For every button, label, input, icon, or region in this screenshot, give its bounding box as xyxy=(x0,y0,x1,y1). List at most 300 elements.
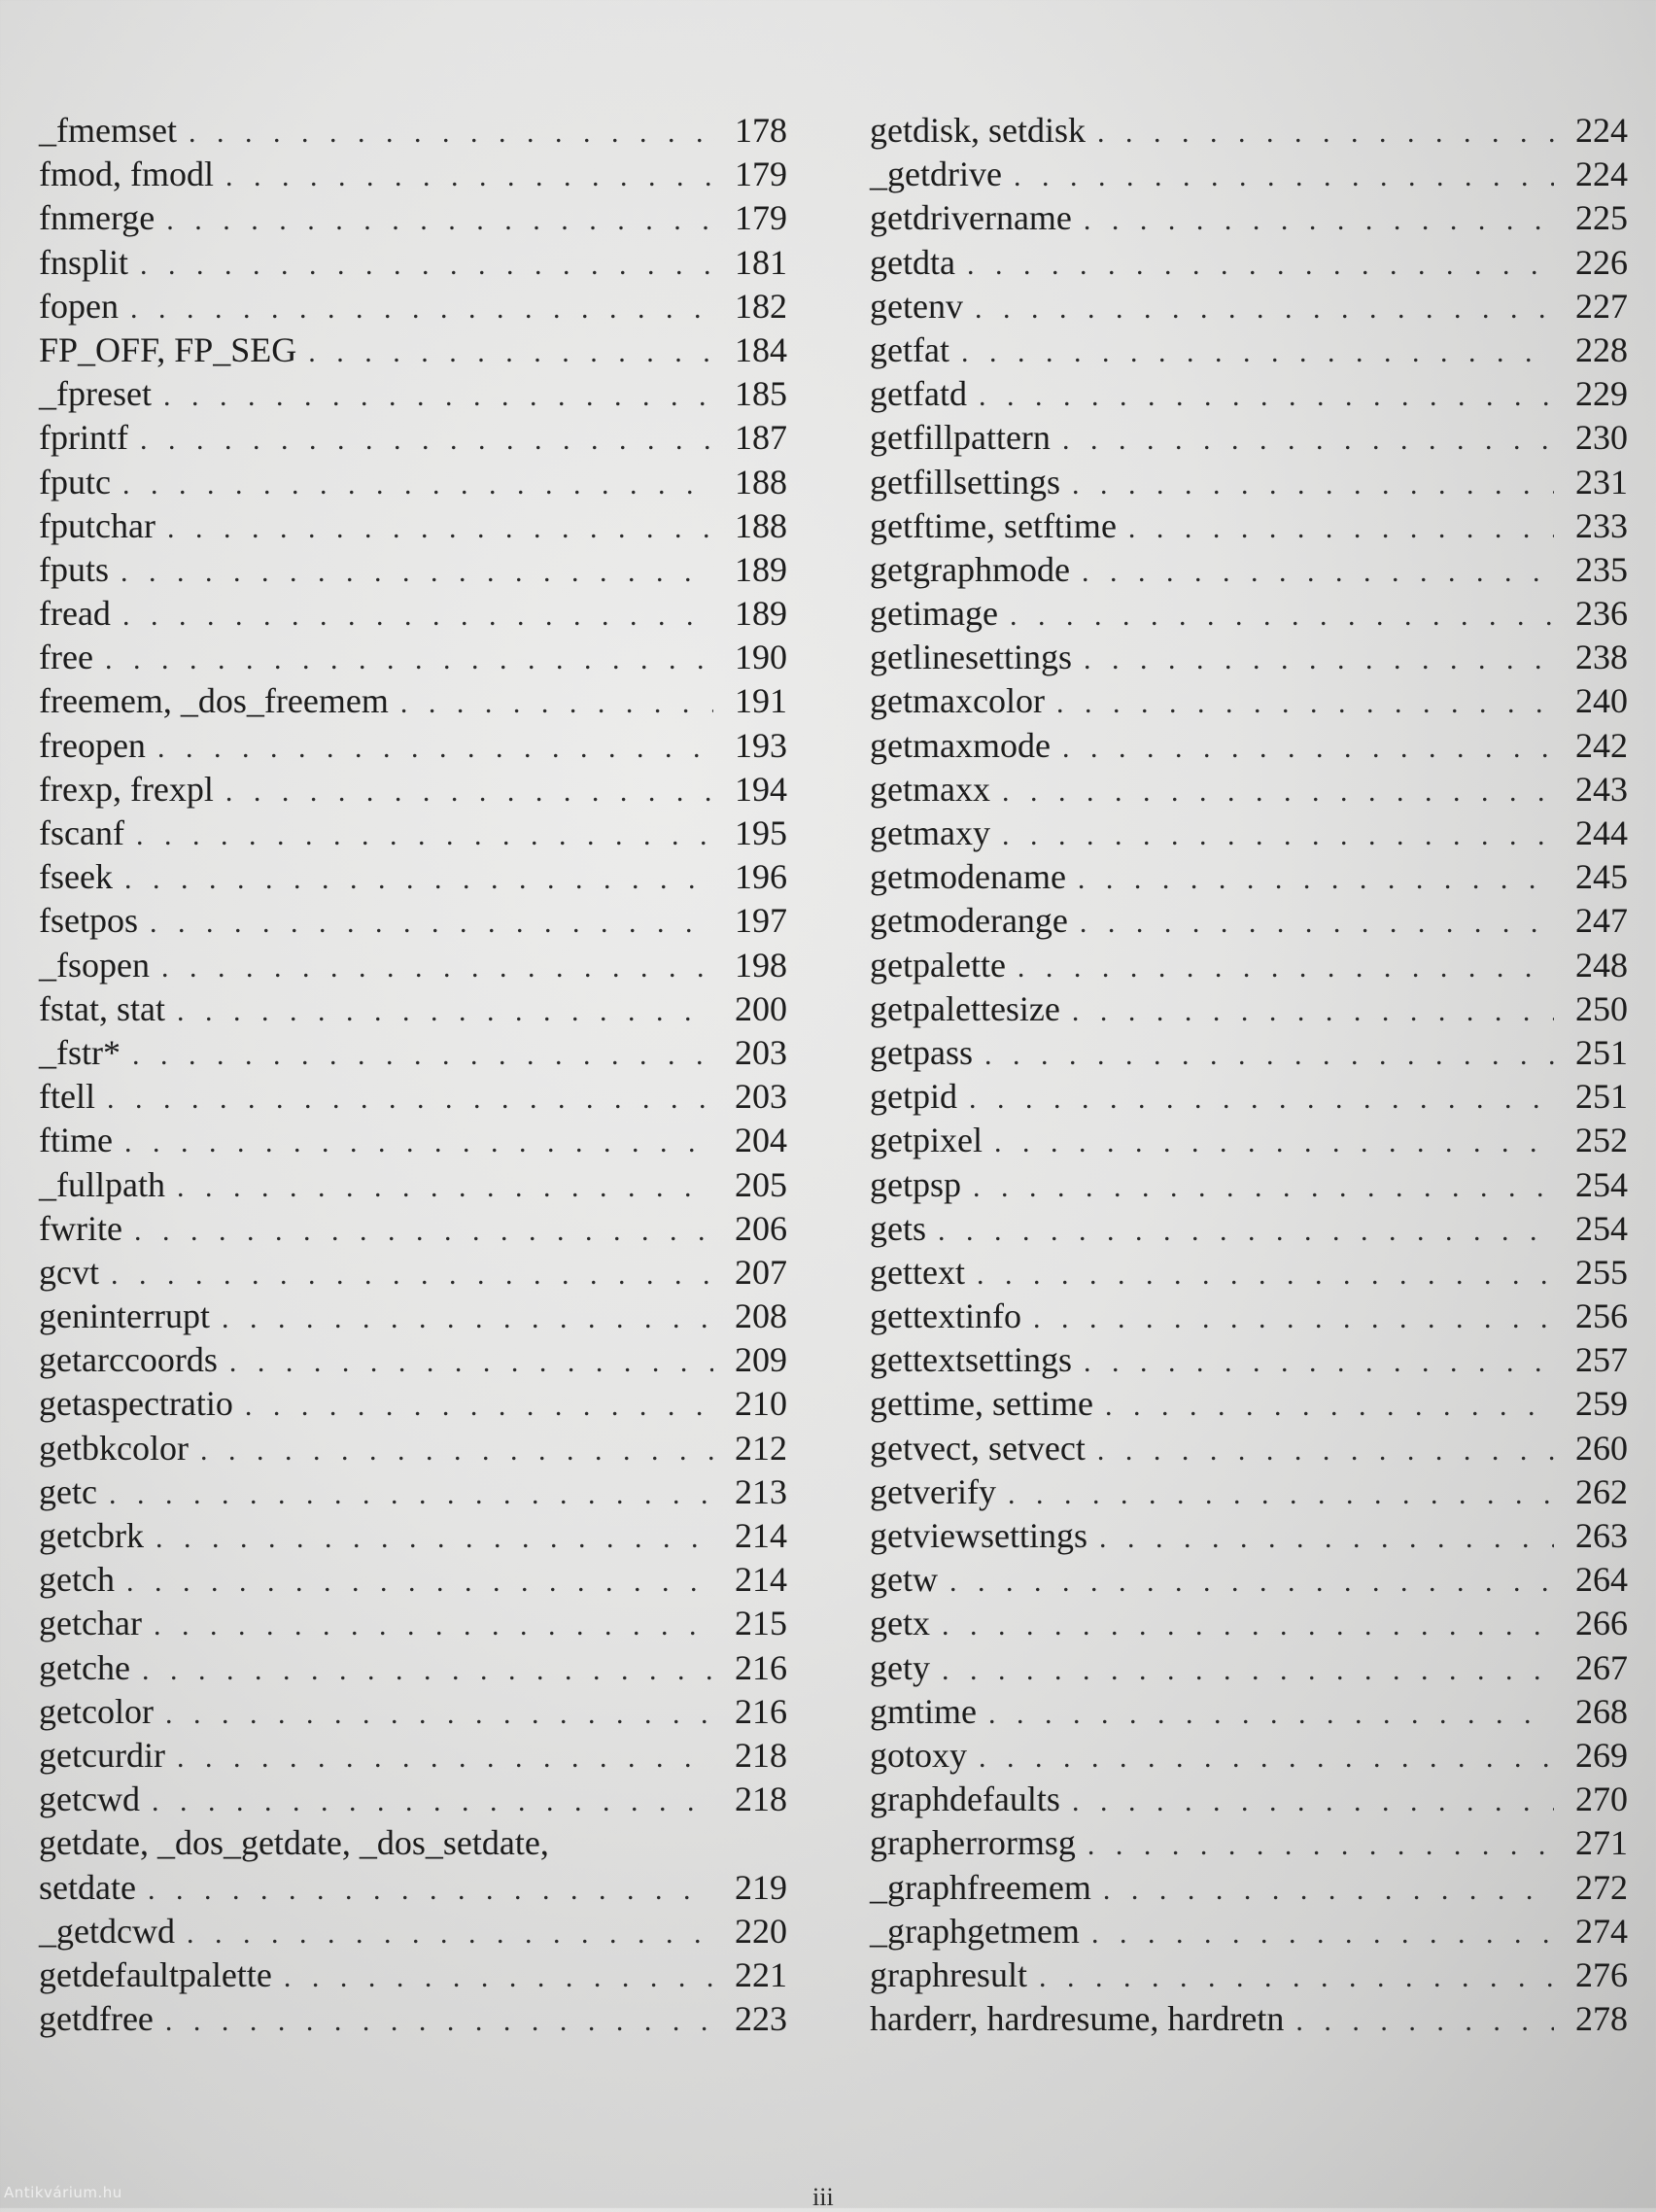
index-entry xyxy=(39,899,787,943)
entry-name: _fmemset xyxy=(39,111,177,150)
entry-page-number: 190 xyxy=(735,638,787,677)
dot-leader xyxy=(1084,638,1554,681)
entry-page-number: 274 xyxy=(1575,1911,1628,1951)
entry-name: getc xyxy=(39,1471,97,1511)
index-entry xyxy=(870,416,1628,460)
dot-leader xyxy=(124,1121,713,1164)
dot-leader xyxy=(166,198,713,242)
entry-page-number: 226 xyxy=(1575,242,1628,282)
entry-page-number: 212 xyxy=(735,1428,787,1468)
dot-leader xyxy=(1097,1429,1554,1472)
index-entry xyxy=(870,899,1628,943)
dot-leader xyxy=(400,681,713,725)
entry-page-number: 198 xyxy=(735,945,787,985)
dot-leader xyxy=(1072,1780,1554,1823)
entry-name: getcwd xyxy=(39,1780,140,1819)
index-entry xyxy=(870,1470,1628,1514)
index-entry xyxy=(39,1119,787,1162)
entry-page-number: 266 xyxy=(1575,1604,1628,1643)
entry-name: getlinesettings xyxy=(870,638,1072,677)
entry-name: getdefaultpalette xyxy=(39,1954,272,1994)
index-entry xyxy=(870,1295,1628,1338)
entry-name: getverify xyxy=(870,1471,996,1511)
index-entry xyxy=(39,1558,787,1602)
index-entry xyxy=(870,1427,1628,1470)
dot-leader xyxy=(165,1692,713,1736)
entry-name: getfatd xyxy=(870,374,967,414)
entry-page-number: 196 xyxy=(735,857,787,897)
entry-page-number: 208 xyxy=(735,1296,787,1336)
dot-leader xyxy=(161,946,713,989)
entry-page-number: 267 xyxy=(1575,1647,1628,1687)
index-entry xyxy=(39,109,787,153)
entry-name: getchar xyxy=(39,1604,142,1643)
index-entry xyxy=(39,1821,787,1865)
dot-leader xyxy=(969,1077,1554,1121)
index-entry xyxy=(39,987,787,1031)
entry-name: getdfree xyxy=(39,1999,154,2039)
entry-name: getmaxmode xyxy=(870,725,1051,765)
entry-page-number: 221 xyxy=(735,1954,787,1994)
entry-name: harderr, hardresume, hardretn xyxy=(870,1999,1285,2039)
dot-leader xyxy=(979,1736,1554,1780)
entry-page-number: 229 xyxy=(1575,374,1628,414)
index-entry xyxy=(870,328,1628,372)
entry-page-number: 225 xyxy=(1575,198,1628,238)
index-entry xyxy=(39,1997,787,2041)
entry-name: fsetpos xyxy=(39,901,138,941)
entry-name: gety xyxy=(870,1647,930,1687)
dot-leader xyxy=(1097,111,1554,155)
entry-page-number: 219 xyxy=(735,1867,787,1907)
index-entry xyxy=(870,504,1628,548)
index-entry xyxy=(870,241,1628,285)
index-entry xyxy=(870,679,1628,723)
index-entry xyxy=(870,1690,1628,1734)
entry-name: gets xyxy=(870,1208,926,1248)
entry-name: freopen xyxy=(39,725,146,765)
dot-leader xyxy=(152,1780,713,1823)
entry-name: getbkcolor xyxy=(39,1428,189,1468)
entry-name: getdisk, setdisk xyxy=(870,111,1086,150)
entry-page-number: 179 xyxy=(735,155,787,194)
index-entry xyxy=(870,1119,1628,1162)
entry-page-number: 188 xyxy=(735,505,787,545)
index-entry xyxy=(870,1514,1628,1558)
entry-name: free xyxy=(39,638,93,677)
index-entry xyxy=(39,548,787,592)
entry-page-number: 252 xyxy=(1575,1121,1628,1160)
entry-name: getpalettesize xyxy=(870,988,1060,1028)
entry-page-number: 216 xyxy=(735,1691,787,1731)
dot-leader xyxy=(245,1384,713,1428)
entry-name: getfillsettings xyxy=(870,462,1060,501)
entry-name: gcvt xyxy=(39,1252,99,1292)
index-entry xyxy=(870,1778,1628,1821)
dot-leader xyxy=(979,374,1554,418)
entry-page-number: 262 xyxy=(1575,1471,1628,1511)
entry-page-number: 179 xyxy=(735,198,787,238)
index-entry xyxy=(39,1646,787,1690)
dot-leader xyxy=(105,638,713,681)
dot-leader xyxy=(229,1340,713,1384)
entry-name: fwrite xyxy=(39,1208,122,1248)
index-entry xyxy=(39,1295,787,1338)
dot-leader xyxy=(1018,946,1554,989)
entry-name: getfat xyxy=(870,329,949,369)
entry-name: _fstr* xyxy=(39,1032,121,1072)
dot-leader xyxy=(938,1209,1554,1253)
entry-page-number: 276 xyxy=(1575,1954,1628,1994)
entry-page-number: 187 xyxy=(735,418,787,458)
index-entry xyxy=(870,372,1628,416)
dot-leader xyxy=(122,594,713,638)
entry-page-number: 268 xyxy=(1575,1691,1628,1731)
entry-page-number: 233 xyxy=(1575,505,1628,545)
entry-page-number: 272 xyxy=(1575,1867,1628,1907)
entry-page-number: 205 xyxy=(735,1164,787,1204)
index-entry xyxy=(870,987,1628,1031)
entry-page-number: 203 xyxy=(735,1032,787,1072)
dot-leader xyxy=(1062,418,1554,462)
entry-name: geninterrupt xyxy=(39,1296,210,1336)
index-entry xyxy=(39,768,787,812)
entry-page-number: 264 xyxy=(1575,1560,1628,1600)
entry-name: fnsplit xyxy=(39,242,129,282)
dot-leader xyxy=(189,111,713,155)
dot-leader xyxy=(961,330,1554,374)
dot-leader xyxy=(165,1999,713,2043)
entry-name: _getdcwd xyxy=(39,1911,175,1951)
entry-page-number: 181 xyxy=(735,242,787,282)
entry-name: _fullpath xyxy=(39,1164,165,1204)
entry-name: getmoderange xyxy=(870,901,1068,941)
entry-page-number: 236 xyxy=(1575,594,1628,634)
dot-leader xyxy=(111,1253,713,1296)
dot-leader xyxy=(284,1955,713,1999)
entry-name: fmod, fmodl xyxy=(39,155,214,194)
entry-page-number: 278 xyxy=(1575,1999,1628,2039)
index-entry xyxy=(39,196,787,240)
dot-leader xyxy=(130,287,713,330)
entry-name: graphdefaults xyxy=(870,1780,1060,1819)
dot-leader xyxy=(225,770,713,813)
entry-name: getdta xyxy=(870,242,955,282)
index-entry xyxy=(870,1910,1628,1953)
entry-name: getmaxcolor xyxy=(870,681,1045,721)
dot-leader xyxy=(1084,1340,1554,1384)
dot-leader xyxy=(163,374,713,418)
index-entry xyxy=(870,1953,1628,1997)
entry-page-number: 193 xyxy=(735,725,787,765)
entry-name: graphresult xyxy=(870,1954,1027,1994)
left-index-column xyxy=(39,109,787,2041)
entry-page-number: 214 xyxy=(735,1516,787,1555)
index-entry xyxy=(39,1690,787,1734)
dot-leader xyxy=(984,1033,1554,1077)
dot-leader xyxy=(1091,1912,1554,1955)
entry-name: getftime, setftime xyxy=(870,505,1117,545)
index-entry xyxy=(39,1207,787,1251)
entry-name: getx xyxy=(870,1604,930,1643)
index-entry xyxy=(870,1558,1628,1602)
page-folio: iii xyxy=(812,2183,834,2211)
entry-page-number: 210 xyxy=(735,1384,787,1424)
entry-page-number: 257 xyxy=(1575,1340,1628,1380)
entry-name: getpid xyxy=(870,1077,957,1117)
entry-name: getcbrk xyxy=(39,1516,144,1555)
watermark-text: Antikvárium.hu xyxy=(4,2184,122,2201)
index-entry xyxy=(39,636,787,679)
dot-leader xyxy=(988,1692,1554,1736)
entry-name: fputs xyxy=(39,549,109,589)
entry-name: getviewsettings xyxy=(870,1516,1087,1555)
index-entry xyxy=(39,1602,787,1645)
dot-leader xyxy=(177,989,713,1033)
entry-name: getarccoords xyxy=(39,1340,218,1380)
right-index-column xyxy=(870,109,1628,2041)
entry-page-number: 218 xyxy=(735,1735,787,1775)
dot-leader xyxy=(167,506,713,550)
entry-page-number: 185 xyxy=(735,374,787,414)
entry-page-number: 263 xyxy=(1575,1516,1628,1555)
dot-leader xyxy=(1295,1999,1554,2043)
dot-leader xyxy=(1014,155,1554,198)
entry-page-number: 260 xyxy=(1575,1428,1628,1468)
index-entry xyxy=(870,1338,1628,1382)
index-entry xyxy=(39,461,787,504)
entry-name: _getdrive xyxy=(870,155,1002,194)
entry-page-number: 200 xyxy=(735,988,787,1028)
dot-leader xyxy=(1056,681,1554,725)
dot-leader xyxy=(142,1648,713,1692)
index-entry xyxy=(39,724,787,768)
index-entry xyxy=(39,1251,787,1295)
entry-page-number: 215 xyxy=(735,1604,787,1643)
dot-leader xyxy=(134,1209,713,1253)
index-entry xyxy=(870,1997,1628,2041)
entry-page-number: 188 xyxy=(735,462,787,501)
entry-page-number: 203 xyxy=(735,1077,787,1117)
dot-leader xyxy=(177,1736,713,1780)
entry-page-number: 204 xyxy=(735,1121,787,1160)
index-entry xyxy=(39,855,787,899)
index-entry xyxy=(39,372,787,416)
entry-name: getimage xyxy=(870,594,998,634)
entry-page-number: 220 xyxy=(735,1911,787,1951)
index-entry xyxy=(870,768,1628,812)
entry-name: getaspectratio xyxy=(39,1384,233,1424)
entry-name: getvect, setvect xyxy=(870,1428,1086,1468)
dot-leader xyxy=(949,1560,1554,1604)
entry-name: gmtime xyxy=(870,1691,977,1731)
index-entry xyxy=(39,416,787,460)
dot-leader xyxy=(187,1912,713,1955)
entry-name: ftell xyxy=(39,1077,95,1117)
dot-leader xyxy=(140,418,713,462)
index-entry xyxy=(870,1734,1628,1778)
entry-page-number: 247 xyxy=(1575,901,1628,941)
entry-page-number: 243 xyxy=(1575,769,1628,809)
dot-leader xyxy=(994,1121,1554,1164)
entry-name: grapherrormsg xyxy=(870,1823,1076,1863)
entry-name: _fsopen xyxy=(39,945,150,985)
entry-name: fopen xyxy=(39,286,119,326)
dot-leader xyxy=(1008,1472,1554,1516)
entry-page-number: 214 xyxy=(735,1560,787,1600)
entry-page-number: 242 xyxy=(1575,725,1628,765)
entry-page-number: 189 xyxy=(735,594,787,634)
entry-name: fputc xyxy=(39,462,111,501)
index-entry xyxy=(870,1163,1628,1207)
dot-leader xyxy=(942,1648,1554,1692)
entry-name: getfillpattern xyxy=(870,418,1051,458)
index-entry xyxy=(870,944,1628,987)
index-entry xyxy=(39,1734,787,1778)
dot-leader xyxy=(154,1604,713,1647)
entry-page-number: 254 xyxy=(1575,1208,1628,1248)
entry-page-number: 191 xyxy=(735,681,787,721)
entry-name: _graphgetmem xyxy=(870,1911,1080,1951)
index-entry xyxy=(870,1075,1628,1119)
entry-name: _graphfreemem xyxy=(870,1867,1091,1907)
entry-name: getcolor xyxy=(39,1691,154,1731)
index-entry xyxy=(870,1821,1628,1865)
dot-leader xyxy=(1039,1955,1554,1999)
dot-leader xyxy=(150,901,713,945)
entry-page-number: 270 xyxy=(1575,1780,1628,1819)
entry-page-number: 228 xyxy=(1575,329,1628,369)
dot-leader xyxy=(967,243,1554,287)
index-entry xyxy=(870,285,1628,328)
entry-name: getw xyxy=(870,1560,938,1600)
entry-name: getpixel xyxy=(870,1121,983,1160)
index-entry xyxy=(39,1953,787,1997)
index-entry xyxy=(39,1866,787,1910)
entry-page-number: 194 xyxy=(735,769,787,809)
entry-page-number: 235 xyxy=(1575,549,1628,589)
index-entry xyxy=(39,1163,787,1207)
entry-page-number: 255 xyxy=(1575,1252,1628,1292)
entry-page-number: 230 xyxy=(1575,418,1628,458)
entry-page-number: 238 xyxy=(1575,638,1628,677)
entry-page-number: 206 xyxy=(735,1208,787,1248)
entry-name: getpsp xyxy=(870,1164,961,1204)
index-entry xyxy=(870,1251,1628,1295)
dot-leader xyxy=(1103,1868,1554,1912)
entry-name: FP_OFF, FP_SEG xyxy=(39,329,297,369)
index-entry xyxy=(39,1470,787,1514)
entry-name: fnmerge xyxy=(39,198,155,238)
index-entry xyxy=(870,1207,1628,1251)
entry-name: getpass xyxy=(870,1032,973,1072)
dot-leader xyxy=(1099,1516,1554,1560)
dot-leader xyxy=(1105,1384,1554,1428)
entry-name: _fpreset xyxy=(39,374,152,414)
index-entry xyxy=(870,592,1628,636)
dot-leader xyxy=(977,1253,1554,1296)
index-entry xyxy=(39,944,787,987)
entry-name: frexp, frexpl xyxy=(39,769,214,809)
entry-name: freemem, _dos_freemem xyxy=(39,681,389,721)
dot-leader xyxy=(1072,989,1554,1033)
entry-name: gettime, settime xyxy=(870,1384,1093,1424)
dot-leader xyxy=(107,1077,713,1121)
entry-page-number: 250 xyxy=(1575,988,1628,1028)
entry-name: fscanf xyxy=(39,813,124,852)
entry-name: gettext xyxy=(870,1252,965,1292)
entry-page-number: 224 xyxy=(1575,111,1628,150)
dot-leader xyxy=(1087,1823,1554,1867)
entry-page-number: 209 xyxy=(735,1340,787,1380)
dot-leader xyxy=(200,1429,713,1472)
index-entry xyxy=(870,153,1628,196)
dot-leader xyxy=(1062,726,1554,770)
index-entry xyxy=(39,812,787,855)
index-entry xyxy=(39,1338,787,1382)
entry-name: getgraphmode xyxy=(870,549,1070,589)
index-entry xyxy=(39,1031,787,1075)
index-entry xyxy=(39,1427,787,1470)
dot-leader xyxy=(136,813,713,857)
entry-name: getmodename xyxy=(870,857,1066,897)
index-entry xyxy=(39,1514,787,1558)
entry-name: getenv xyxy=(870,286,963,326)
dot-leader xyxy=(225,155,713,198)
index-entry xyxy=(870,1031,1628,1075)
dot-leader xyxy=(109,1472,713,1516)
dot-leader xyxy=(157,726,713,770)
index-entry xyxy=(870,1866,1628,1910)
entry-page-number: 251 xyxy=(1575,1077,1628,1117)
dot-leader xyxy=(124,857,713,901)
entry-page-number: 259 xyxy=(1575,1384,1628,1424)
index-entry xyxy=(39,328,787,372)
entry-page-number: 245 xyxy=(1575,857,1628,897)
index-entry xyxy=(870,855,1628,899)
entry-name: getche xyxy=(39,1647,130,1687)
dot-leader xyxy=(1002,770,1554,813)
dot-leader xyxy=(975,287,1554,330)
dot-leader xyxy=(155,1516,713,1560)
dot-leader xyxy=(121,550,713,594)
index-entry xyxy=(39,1382,787,1426)
entry-page-number: 197 xyxy=(735,901,787,941)
entry-name: fprintf xyxy=(39,418,128,458)
entry-name: getdate, _dos_getdate, _dos_setdate, xyxy=(39,1823,549,1863)
dot-leader xyxy=(1072,463,1554,506)
entry-page-number: 223 xyxy=(735,1999,787,2039)
entry-page-number: 189 xyxy=(735,549,787,589)
index-entry xyxy=(870,196,1628,240)
dot-leader xyxy=(1033,1296,1554,1340)
dot-leader xyxy=(122,463,713,506)
dot-leader xyxy=(1078,857,1554,901)
index-entry xyxy=(870,548,1628,592)
entry-page-number: 224 xyxy=(1575,155,1628,194)
entry-page-number: 231 xyxy=(1575,462,1628,501)
index-entry xyxy=(39,1778,787,1821)
index-entry xyxy=(870,724,1628,768)
entry-page-number: 213 xyxy=(735,1471,787,1511)
entry-name: fputchar xyxy=(39,505,155,545)
entry-name: getcurdir xyxy=(39,1735,165,1775)
dot-leader xyxy=(1128,506,1554,550)
entry-page-number: 251 xyxy=(1575,1032,1628,1072)
entry-page-number: 195 xyxy=(735,813,787,852)
entry-page-number: 182 xyxy=(735,286,787,326)
index-entry xyxy=(39,1075,787,1119)
